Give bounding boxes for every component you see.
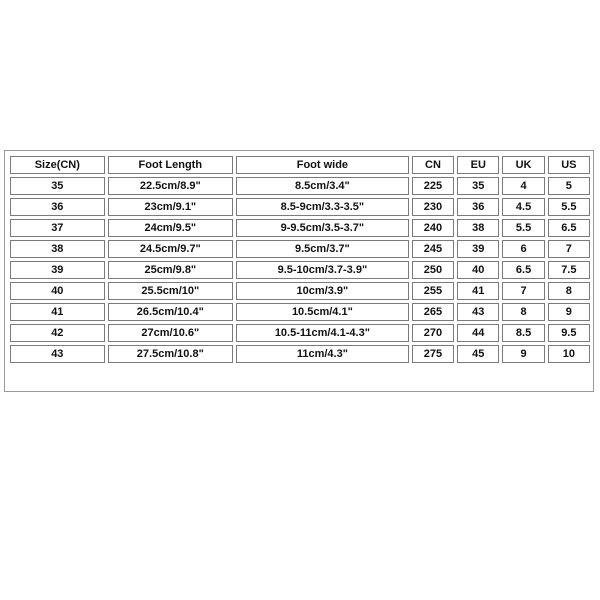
cell-eu: 44 — [457, 324, 499, 342]
header-uk: UK — [502, 156, 544, 174]
table-row — [10, 261, 590, 279]
cell-eu: 35 — [457, 177, 499, 195]
cell-cn: 225 — [412, 177, 454, 195]
cell-uk: 9 — [502, 345, 544, 363]
table-row — [10, 324, 590, 342]
cell-cn: 245 — [412, 240, 454, 258]
cell-size-cn: 38 — [10, 240, 105, 258]
size-chart-table — [7, 153, 593, 366]
cell-uk: 4 — [502, 177, 544, 195]
cell-foot-length: 27cm/10.6" — [108, 324, 233, 342]
cell-eu: 38 — [457, 219, 499, 237]
cell-size-cn: 36 — [10, 198, 105, 216]
header-us: US — [548, 156, 590, 174]
cell-foot-wide: 10cm/3.9" — [236, 282, 409, 300]
header-size-cn: Size(CN) — [10, 156, 105, 174]
cell-size-cn: 42 — [10, 324, 105, 342]
cell-us: 5.5 — [548, 198, 590, 216]
cell-uk: 8.5 — [502, 324, 544, 342]
cell-foot-length: 26.5cm/10.4" — [108, 303, 233, 321]
cell-us: 9 — [548, 303, 590, 321]
cell-foot-length: 24cm/9.5" — [108, 219, 233, 237]
cell-us: 10 — [548, 345, 590, 363]
table-row — [10, 177, 590, 195]
cell-foot-wide: 11cm/4.3" — [236, 345, 409, 363]
cell-foot-length: 25cm/9.8" — [108, 261, 233, 279]
cell-foot-wide: 9-9.5cm/3.5-3.7" — [236, 219, 409, 237]
cell-us: 6.5 — [548, 219, 590, 237]
cell-size-cn: 43 — [10, 345, 105, 363]
cell-us: 8 — [548, 282, 590, 300]
cell-foot-length: 22.5cm/8.9" — [108, 177, 233, 195]
cell-uk: 4.5 — [502, 198, 544, 216]
cell-cn: 275 — [412, 345, 454, 363]
cell-cn: 255 — [412, 282, 454, 300]
cell-uk: 7 — [502, 282, 544, 300]
cell-cn: 240 — [412, 219, 454, 237]
cell-foot-wide: 10.5cm/4.1" — [236, 303, 409, 321]
cell-cn: 270 — [412, 324, 454, 342]
cell-us: 7.5 — [548, 261, 590, 279]
cell-foot-wide: 9.5-10cm/3.7-3.9" — [236, 261, 409, 279]
cell-eu: 43 — [457, 303, 499, 321]
cell-size-cn: 40 — [10, 282, 105, 300]
cell-eu: 36 — [457, 198, 499, 216]
cell-cn: 230 — [412, 198, 454, 216]
cell-eu: 40 — [457, 261, 499, 279]
cell-size-cn: 35 — [10, 177, 105, 195]
cell-eu: 45 — [457, 345, 499, 363]
cell-foot-wide: 8.5-9cm/3.3-3.5" — [236, 198, 409, 216]
cell-us: 9.5 — [548, 324, 590, 342]
table-row — [10, 345, 590, 363]
table-row — [10, 240, 590, 258]
header-row — [10, 156, 590, 174]
cell-foot-wide: 8.5cm/3.4" — [236, 177, 409, 195]
cell-eu: 39 — [457, 240, 499, 258]
cell-us: 5 — [548, 177, 590, 195]
cell-cn: 250 — [412, 261, 454, 279]
cell-foot-length: 25.5cm/10" — [108, 282, 233, 300]
size-chart-frame — [4, 150, 594, 392]
cell-size-cn: 39 — [10, 261, 105, 279]
table-row — [10, 219, 590, 237]
cell-size-cn: 37 — [10, 219, 105, 237]
header-foot-length: Foot Length — [108, 156, 233, 174]
cell-foot-wide: 9.5cm/3.7" — [236, 240, 409, 258]
cell-foot-length: 24.5cm/9.7" — [108, 240, 233, 258]
header-foot-wide: Foot wide — [236, 156, 409, 174]
header-eu: EU — [457, 156, 499, 174]
cell-uk: 5.5 — [502, 219, 544, 237]
table-row — [10, 282, 590, 300]
cell-size-cn: 41 — [10, 303, 105, 321]
cell-us: 7 — [548, 240, 590, 258]
cell-eu: 41 — [457, 282, 499, 300]
cell-foot-length: 27.5cm/10.8" — [108, 345, 233, 363]
table-row — [10, 198, 590, 216]
cell-foot-length: 23cm/9.1" — [108, 198, 233, 216]
size-chart-body — [10, 177, 590, 363]
header-cn: CN — [412, 156, 454, 174]
cell-uk: 8 — [502, 303, 544, 321]
cell-uk: 6 — [502, 240, 544, 258]
table-row — [10, 303, 590, 321]
cell-cn: 265 — [412, 303, 454, 321]
cell-uk: 6.5 — [502, 261, 544, 279]
cell-foot-wide: 10.5-11cm/4.1-4.3" — [236, 324, 409, 342]
